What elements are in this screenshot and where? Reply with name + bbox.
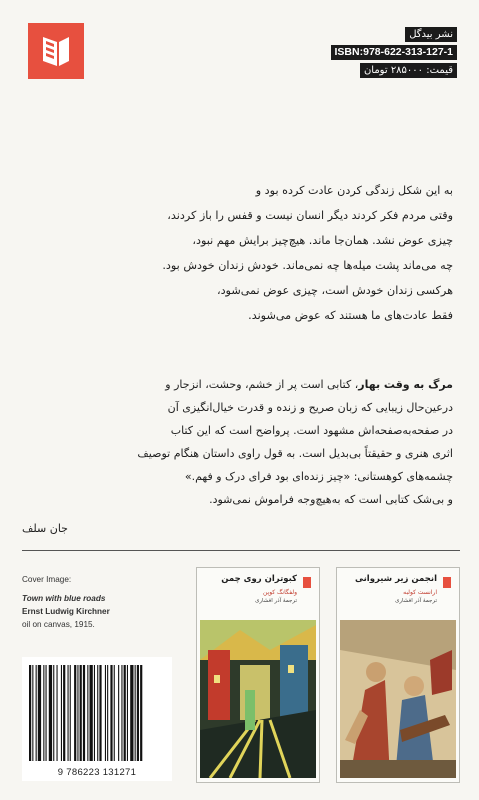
publisher-info: [331, 27, 457, 78]
review-blurb: [25, 373, 453, 511]
cover-credit: [22, 573, 110, 631]
related-book-logo: [443, 577, 451, 588]
cover-credit-label: Cover Image:: [22, 575, 72, 584]
related-book-title: انجمن زیر شیروانی: [355, 574, 437, 584]
price-label: قیمت: ۲۸۵۰۰۰ تومان: [360, 63, 457, 78]
blurb-line: و بی‌شک کتابی است که به‌هیچ‌وجه فراموش نمی‌شود.: [209, 493, 453, 506]
related-book-author: ارانست کولبه: [403, 589, 437, 596]
isbn-label: ISBN:978-622-313-127-1: [331, 45, 457, 60]
poem-line: چیزی عوض نشد. همان‌جا ماند. هیچ‌چیز برایش مهم نبود،: [192, 234, 453, 247]
related-book-translator: ترجمهٔ آذر افشاری: [395, 598, 437, 604]
poem-line: هرکسی زندان خودش است، چیزی عوض نمی‌شود،: [216, 284, 453, 297]
publisher-name: نشر بیدگل: [405, 27, 457, 42]
related-book-title: کبوتران روی چمن: [221, 574, 297, 584]
poem-line: وقتی مردم فکر کردند دیگر انسان نیست و قفس را باز کردند،: [167, 209, 453, 222]
related-book-translator: ترجمهٔ آذر افشاری: [255, 598, 297, 604]
cover-credit-artist: Ernst Ludwig Kirchner: [22, 607, 110, 616]
related-book-logo: [303, 577, 311, 588]
blurb-line: درعین‌حال زیبایی که زبان صریح و زنده و قدرت خیال‌انگیزی آن: [167, 401, 453, 414]
related-book-card: [336, 567, 460, 783]
blurb-line: [25, 373, 453, 396]
blurb-signature: جان سلف: [22, 522, 68, 535]
blurb-line: اثری هنری و حقیقتاً بی‌بدیل است. به قول راوی داستان هنگام توصیف: [137, 447, 453, 460]
related-book-card: [196, 567, 320, 783]
poem-line: چه می‌ماند پشت میله‌ها چه نمی‌ماند. خودش زندان خودش بود.: [162, 259, 453, 272]
publisher-logo: [28, 23, 84, 79]
related-book-cover-art: [340, 620, 456, 778]
related-book-author: ولفگانگ کوپن: [262, 589, 297, 596]
barcode: [22, 657, 172, 781]
blurb-book-title: مرگ به وقت بهار: [358, 378, 453, 391]
related-book-cover-art: [200, 620, 316, 778]
poem-line: فقط عادت‌های ما هستند که عوض می‌شوند.: [248, 309, 453, 322]
divider: [22, 550, 460, 551]
barcode-number: 9 786223 131271: [57, 767, 137, 778]
barcode-bars: [27, 665, 167, 763]
blurb-line: چشمه‌های کوهستانی: «چیز زنده‌ای بود فرای درک و فهم.»: [184, 470, 453, 483]
poem-line: به این شکل زندگی کردن عادت کرده بود و: [255, 184, 453, 197]
blurb-line: در صفحه‌به‌صفحه‌اش مشهود است. پرواضح است که این کتاب: [170, 424, 453, 437]
blurb-line-text: ، کتابی است پر از خشم، وحشت، انزجار و: [165, 378, 359, 391]
cover-credit-title: Town with blue roads: [22, 594, 106, 603]
cover-credit-medium: oil on canvas, 1915.: [22, 620, 95, 629]
poem-excerpt: [93, 178, 453, 328]
